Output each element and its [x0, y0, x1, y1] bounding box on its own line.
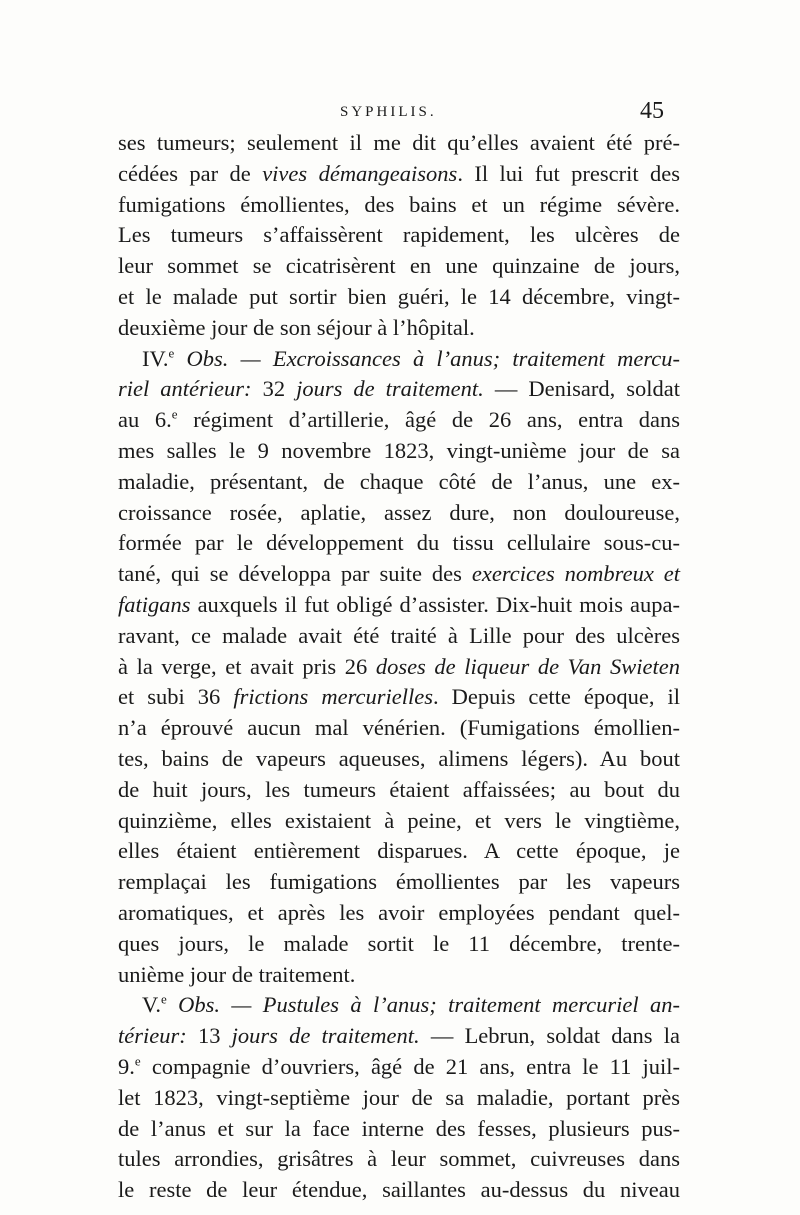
text-line [118, 498, 680, 529]
text-line [118, 621, 680, 652]
text-span: . Il lui fut prescrit des [457, 160, 680, 186]
italic-span: doses de liqueur de Van Swieten [375, 653, 681, 679]
text-span: et le malade put sortir bien guéri, le 14 décembre, vingt- [118, 283, 680, 309]
text-span: et subi 36 [118, 684, 234, 710]
text-line [118, 590, 680, 621]
text-line [118, 159, 680, 190]
text-span [167, 992, 178, 1017]
text-span: let 1823, vingt-septième jour de sa maladie, portant près [118, 1084, 680, 1110]
text-span: IV. [142, 345, 169, 371]
text-line [118, 374, 680, 405]
superscript: e [171, 406, 178, 422]
text-line [118, 220, 680, 251]
text-span: 9. [118, 1053, 135, 1079]
text-span: fumigations émollientes, des bains et un régime sévère. [118, 191, 680, 217]
text-line [118, 344, 680, 375]
text-span: aromatiques, et après les avoir employées pendant quel- [118, 899, 680, 925]
italic-span: frictions mercurielles [233, 684, 433, 710]
superscript: e [160, 991, 167, 1007]
text-span: régiment d’artillerie, âgé de 26 ans, entra dans [177, 407, 680, 433]
text-span: ravant, ce malade avait été traité à Lille pour des ulcères [118, 622, 680, 648]
text-line [118, 1114, 680, 1145]
text-span: auxquels il fut obligé d’assister. Dix-huit mois aupa- [190, 591, 680, 617]
text-span: croissance rosée, aplatie, assez dure, non douloureuse, [118, 499, 680, 525]
text-span: unième jour de traitement. [118, 961, 356, 987]
text-line [118, 405, 680, 436]
text-line [118, 775, 680, 806]
text-line [118, 528, 680, 559]
text-span: de l’anus et sur la face interne des fesses, plusieurs pus- [118, 1115, 680, 1141]
text-span [174, 346, 186, 371]
running-head [0, 98, 800, 128]
text-line [118, 559, 680, 590]
text-line [118, 682, 680, 713]
text-span: à la verge, et avait pris 26 [118, 653, 376, 679]
text-span: au 6. [118, 407, 172, 433]
text-span: quinzième, elles existaient à peine, et vers le vingtième, [118, 807, 680, 833]
text-line [118, 1144, 680, 1175]
text-span: ses tumeurs; seulement il me dit qu’elles avaient été pré- [118, 130, 680, 155]
text-line [118, 898, 680, 929]
text-line [118, 1021, 680, 1052]
text-span: formée par le développement du tissu cellulaire sous-cu- [118, 530, 680, 556]
italic-span: Obs. — Excroissances à l’anus; traitement mercu- [186, 345, 680, 371]
text-line [118, 960, 680, 991]
text-line [118, 806, 680, 837]
italic-span: fatigans [118, 591, 191, 617]
italic-span: vives démangeaisons [262, 160, 458, 186]
text-line [118, 313, 680, 344]
text-span: 32 [262, 376, 286, 402]
superscript: e [134, 1053, 141, 1069]
text-line [118, 436, 680, 467]
page-number: 45 [640, 98, 664, 124]
text-span: V. [142, 992, 161, 1018]
running-title: SYPHILIS. [340, 104, 437, 120]
text-line [118, 190, 680, 221]
text-span: deuxième jour de son séjour à l’hôpital. [118, 314, 475, 340]
text-line [118, 282, 680, 313]
text-span: de huit jours, les tumeurs étaient affaissées; au bout du [118, 776, 680, 802]
text-span: n’a éprouvé aucun mal vénérien. (Fumigations émollien- [118, 715, 680, 741]
text-span: cédées par de [118, 160, 263, 186]
text-line [118, 1083, 680, 1114]
text-line [118, 929, 680, 960]
text-span: compagnie d’ouvriers, âgé de 21 ans, entra le 11 juil- [140, 1053, 680, 1079]
italic-span: jours de traitement. [285, 376, 484, 402]
text-line [118, 1052, 680, 1083]
text-span: remplaçai les fumigations émollientes par les vapeurs [118, 869, 680, 895]
text-span: ques jours, le malade sortit le 11 décembre, trente- [118, 930, 680, 956]
text-span: le reste de leur étendue, saillantes au-dessus du niveau [118, 1177, 680, 1203]
text-span: mes salles le 9 novembre 1823, vingt-unième jour de sa [118, 437, 680, 463]
text-line [118, 867, 680, 898]
text-span: leur sommet se cicatrisèrent en une quinzaine de jours, [118, 253, 680, 279]
italic-span: riel antérieur: [118, 376, 263, 402]
text-line [118, 652, 680, 683]
body-text [118, 128, 680, 1206]
text-span: 13 [197, 1023, 221, 1049]
superscript: e [168, 345, 175, 361]
text-span: maladie, présentant, de chaque côté de l’anus, une ex- [118, 468, 680, 494]
text-span: elles étaient entièrement disparues. A cette époque, je [118, 838, 680, 864]
text-span: — Denisard, soldat [483, 376, 681, 402]
text-line [118, 128, 680, 159]
text-line [118, 713, 680, 744]
text-span: tané, qui se développa par suite des [118, 561, 472, 587]
text-line [118, 1175, 680, 1206]
text-span: — Lebrun, soldat dans la [419, 1023, 680, 1049]
text-line [118, 251, 680, 282]
text-span: Les tumeurs s’affaissèrent rapidement, les ulcères de [118, 222, 680, 248]
text-span: tes, bains de vapeurs aqueuses, alimens légers). Au bout [118, 745, 680, 771]
text-span: tules arrondies, grisâtres à leur sommet, cuivreuses dans [118, 1146, 680, 1172]
italic-span: Obs. — Pustules à l’anus; traitement mercuriel an- [178, 992, 680, 1018]
italic-span: térieur: [118, 1023, 198, 1049]
text-line [118, 990, 680, 1021]
text-line [118, 836, 680, 867]
text-line [118, 467, 680, 498]
text-line [118, 744, 680, 775]
italic-span: jours de traitement. [220, 1023, 420, 1049]
text-span: . Depuis cette époque, il [432, 684, 681, 710]
italic-span: exercices nombreux et [471, 561, 680, 587]
